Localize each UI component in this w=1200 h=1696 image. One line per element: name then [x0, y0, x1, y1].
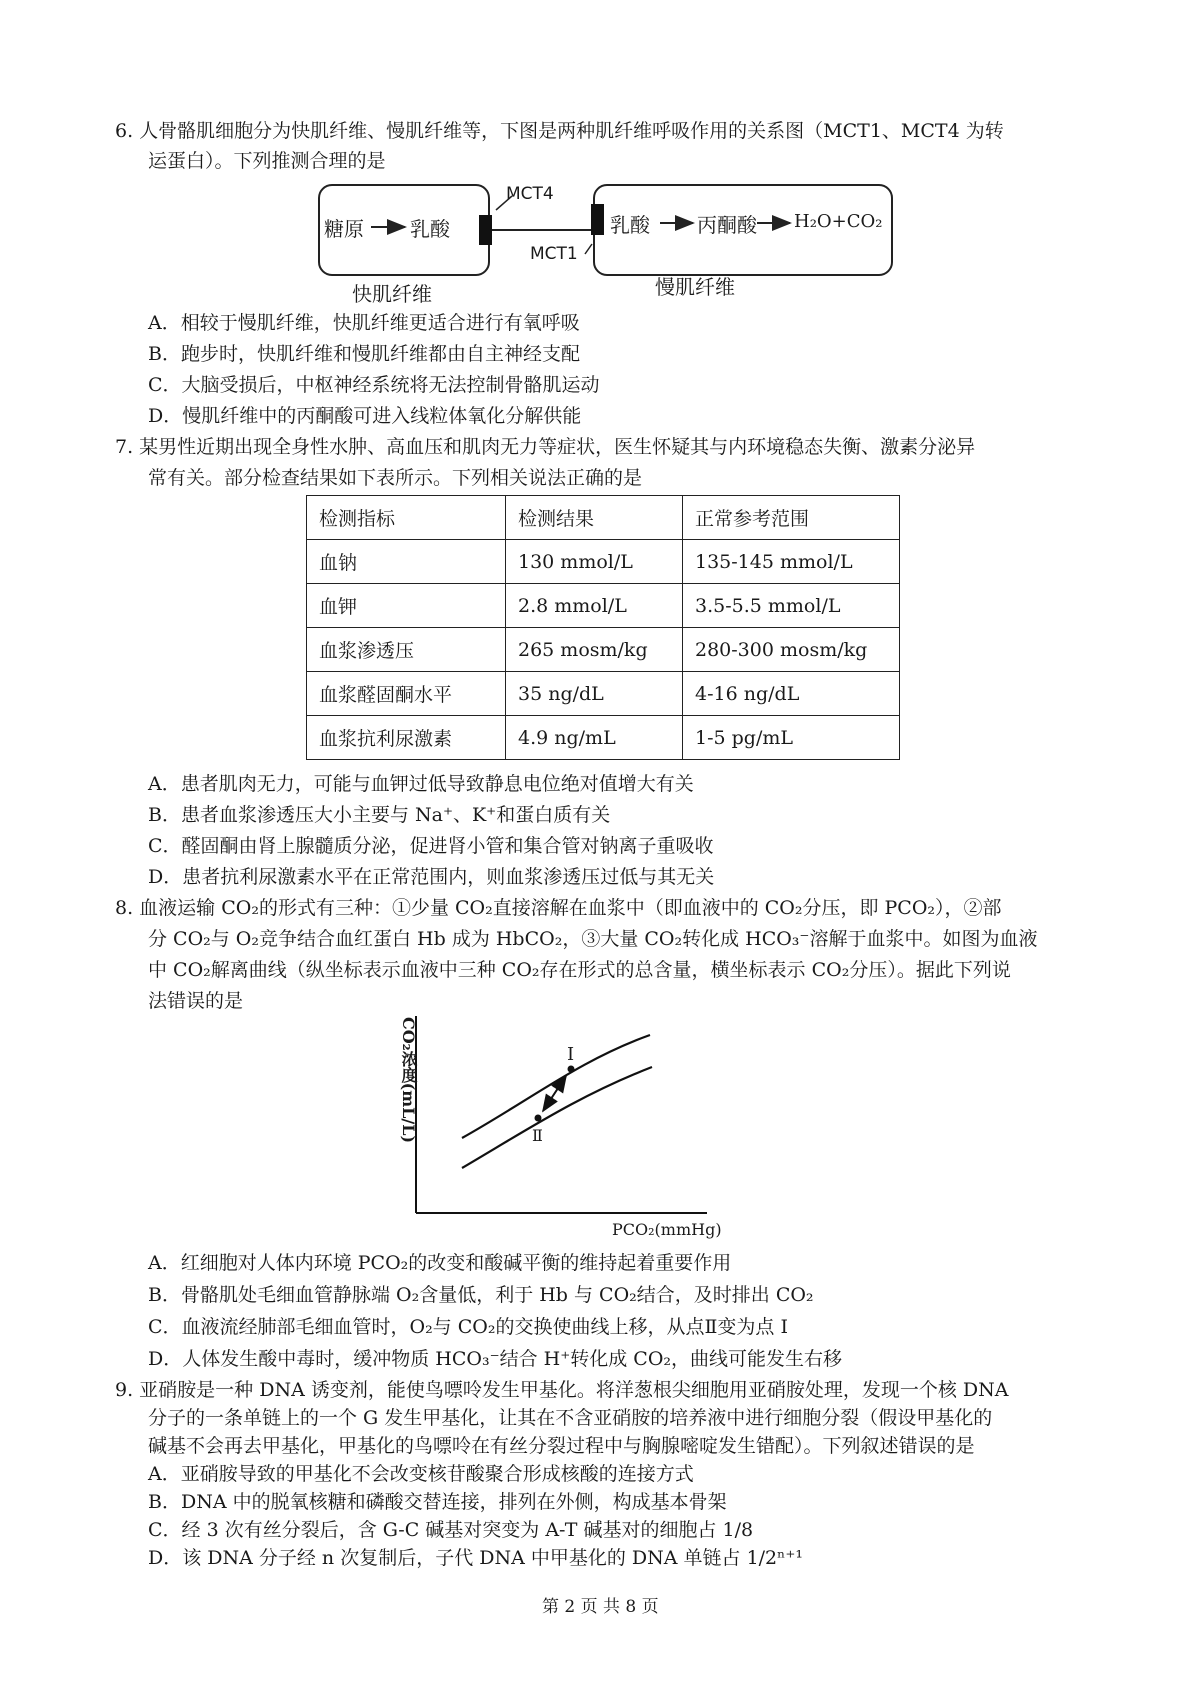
label-slow-fiber: 慢肌纤维: [655, 275, 735, 299]
point-i: [568, 1066, 575, 1073]
table-cell: 280-300 mosm/kg: [683, 628, 900, 672]
table-row: [307, 584, 900, 628]
q8-option-b: B．骨骼肌处毛细血管静脉端 O₂含量低，利于 Hb 与 CO₂结合，及时排出 CO₂: [148, 1284, 814, 1306]
label-glycogen: 糖原: [324, 217, 364, 241]
q9-stem-line3: 碱基不会再去甲基化，甲基化的鸟嘌呤在有丝分裂过程中与胸腺嘧啶发生错配）。下列叙述错误的是: [148, 1435, 975, 1457]
q8-option-d: D．人体发生酸中毒时，缓冲物质 HCO₃⁻结合 H⁺转化成 CO₂，曲线可能发生右移: [148, 1348, 843, 1370]
table-cell: 135-145 mmol/L: [683, 540, 900, 584]
table-header: 正常参考范围: [683, 496, 900, 540]
q6-stem-line1: 6. 人骨骼肌细胞分为快肌纤维、慢肌纤维等，下图是两种肌纤维呼吸作用的关系图（MCT1、MCT4 为转: [115, 120, 1004, 142]
table-cell: 血钠: [307, 540, 506, 584]
q7-option-d: D．患者抗利尿激素水平在正常范围内，则血浆渗透压过低与其无关: [148, 866, 715, 888]
label-mct1: MCT1: [530, 244, 578, 264]
table-row: [307, 716, 900, 760]
q9-option-a: A．亚硝胺导致的甲基化不会改变核苷酸聚合形成核酸的连接方式: [148, 1463, 694, 1485]
q9-option-d: D．该 DNA 分子经 n 次复制后，子代 DNA 中甲基化的 DNA 单链占 1/2ⁿ⁺¹: [148, 1547, 804, 1569]
chart-point-i-label: Ⅰ: [567, 1044, 575, 1065]
q6-option-b: B．跑步时，快肌纤维和慢肌纤维都由自主神经支配: [148, 343, 580, 365]
chart-ylabel: CO₂浓度(mL/L): [399, 1017, 418, 1144]
q8-option-a: A．红细胞对人体内环境 PCO₂的改变和酸碱平衡的维持起着重要作用: [148, 1252, 732, 1274]
q6-option-c: C．大脑受损后，中枢神经系统将无法控制骨骼肌运动: [148, 374, 600, 396]
mct1-leader: [585, 244, 592, 254]
lab-results-table: [306, 495, 900, 760]
curve-lower: [462, 1067, 652, 1168]
page-footer: 第 2 页 共 8 页: [542, 1597, 659, 1617]
label-pyruvate: 丙酮酸: [697, 213, 757, 237]
q7-stem-line1: 7. 某男性近期出现全身性水肿、高血压和肌肉无力等症状，医生怀疑其与内环境稳态失衡、激素分泌异: [115, 436, 976, 458]
label-lactate-slow: 乳酸: [610, 213, 650, 237]
curve-upper: [462, 1035, 650, 1138]
q9-stem-line1: 9. 亚硝胺是一种 DNA 诱变剂，能使鸟嘌呤发生甲基化。将洋葱根尖细胞用亚硝胺处理，发现一个核 DNA: [115, 1379, 1009, 1401]
table-header: 检测结果: [506, 496, 683, 540]
point-ii: [535, 1115, 542, 1122]
q9-option-b: B．DNA 中的脱氧核糖和磷酸交替连接，排列在外侧，构成基本骨架: [148, 1491, 727, 1513]
table-cell: 血浆抗利尿激素: [307, 716, 506, 760]
q7-stem-line2: 常有关。部分检查结果如下表所示。下列相关说法正确的是: [148, 467, 643, 489]
chart-point-ii-label: Ⅱ: [532, 1126, 543, 1145]
table-cell: 血浆渗透压: [307, 628, 506, 672]
table-cell: 130 mmol/L: [506, 540, 683, 584]
table-row: [307, 540, 900, 584]
q6-option-d: D．慢肌纤维中的丙酮酸可进入线粒体氧化分解供能: [148, 405, 582, 427]
q6-option-a: A．相较于慢肌纤维，快肌纤维更适合进行有氧呼吸: [148, 312, 580, 334]
table-cell: 4.9 ng/mL: [506, 716, 683, 760]
table-cell: 血浆醛固酮水平: [307, 672, 506, 716]
q9-option-c: C．经 3 次有丝分裂后，含 G-C 碱基对突变为 A-T 碱基对的细胞占 1/8: [148, 1519, 754, 1541]
table-cell: 2.8 mmol/L: [506, 584, 683, 628]
table-cell: 4-16 ng/dL: [683, 672, 900, 716]
mct1-transporter: [591, 204, 604, 235]
q9-stem-line2: 分子的一条单链上的一个 G 发生甲基化，让其在不含亚硝胺的培养液中进行细胞分裂（假设甲基化的: [148, 1407, 993, 1429]
q8-stem-line2: 分 CO₂与 O₂竞争结合血红蛋白 Hb 成为 HbCO₂，③大量 CO₂转化成 HCO₃⁻溶解于血浆中。如图为血液: [148, 928, 1038, 950]
label-products: H₂O+CO₂: [794, 211, 883, 232]
q8-stem-line4: 法错误的是: [148, 990, 244, 1012]
table-cell: 1-5 pg/mL: [683, 716, 900, 760]
q7-option-a: A．患者肌肉无力，可能与血钾过低导致静息电位绝对值增大有关: [148, 773, 694, 795]
q6-stem-line2: 运蛋白）。下列推测合理的是: [148, 150, 386, 172]
q6-figure: [0, 0, 1200, 310]
table-cell: 265 mosm/kg: [506, 628, 683, 672]
mct4-transporter: [479, 215, 492, 245]
arrow-ii-to-i: [543, 1076, 566, 1111]
q8-stem-line3: 中 CO₂解离曲线（纵坐标表示血液中三种 CO₂存在形式的总含量，横坐标表示 CO₂分压）。据此下列说: [148, 959, 1011, 981]
table-row: [307, 672, 900, 716]
q7-option-b: B．患者血浆渗透压大小主要与 Na⁺、K⁺和蛋白质有关: [148, 804, 611, 826]
table-cell: 35 ng/dL: [506, 672, 683, 716]
label-lactate-fast: 乳酸: [410, 217, 450, 241]
table-header-row: [307, 496, 900, 540]
label-fast-fiber: 快肌纤维: [352, 282, 432, 306]
q7-option-c: C．醛固酮由肾上腺髓质分泌，促进肾小管和集合管对钠离子重吸收: [148, 835, 714, 857]
chart-xlabel: PCO₂(mmHg): [612, 1220, 722, 1239]
q8-stem-line1: 8. 血液运输 CO₂的形式有三种：①少量 CO₂直接溶解在血浆中（即血液中的 CO₂分压，即 PCO₂），②部: [115, 897, 1002, 919]
table-cell: 3.5-5.5 mmol/L: [683, 584, 900, 628]
label-mct4: MCT4: [506, 184, 554, 204]
table-header: 检测指标: [307, 496, 506, 540]
table-cell: 血钾: [307, 584, 506, 628]
arrow-i-to-ii: [543, 1076, 566, 1111]
q8-option-c: C．血液流经肺部毛细血管时，O₂与 CO₂的交换使曲线上移，从点Ⅱ变为点 I: [148, 1316, 788, 1338]
table-row: [307, 628, 900, 672]
